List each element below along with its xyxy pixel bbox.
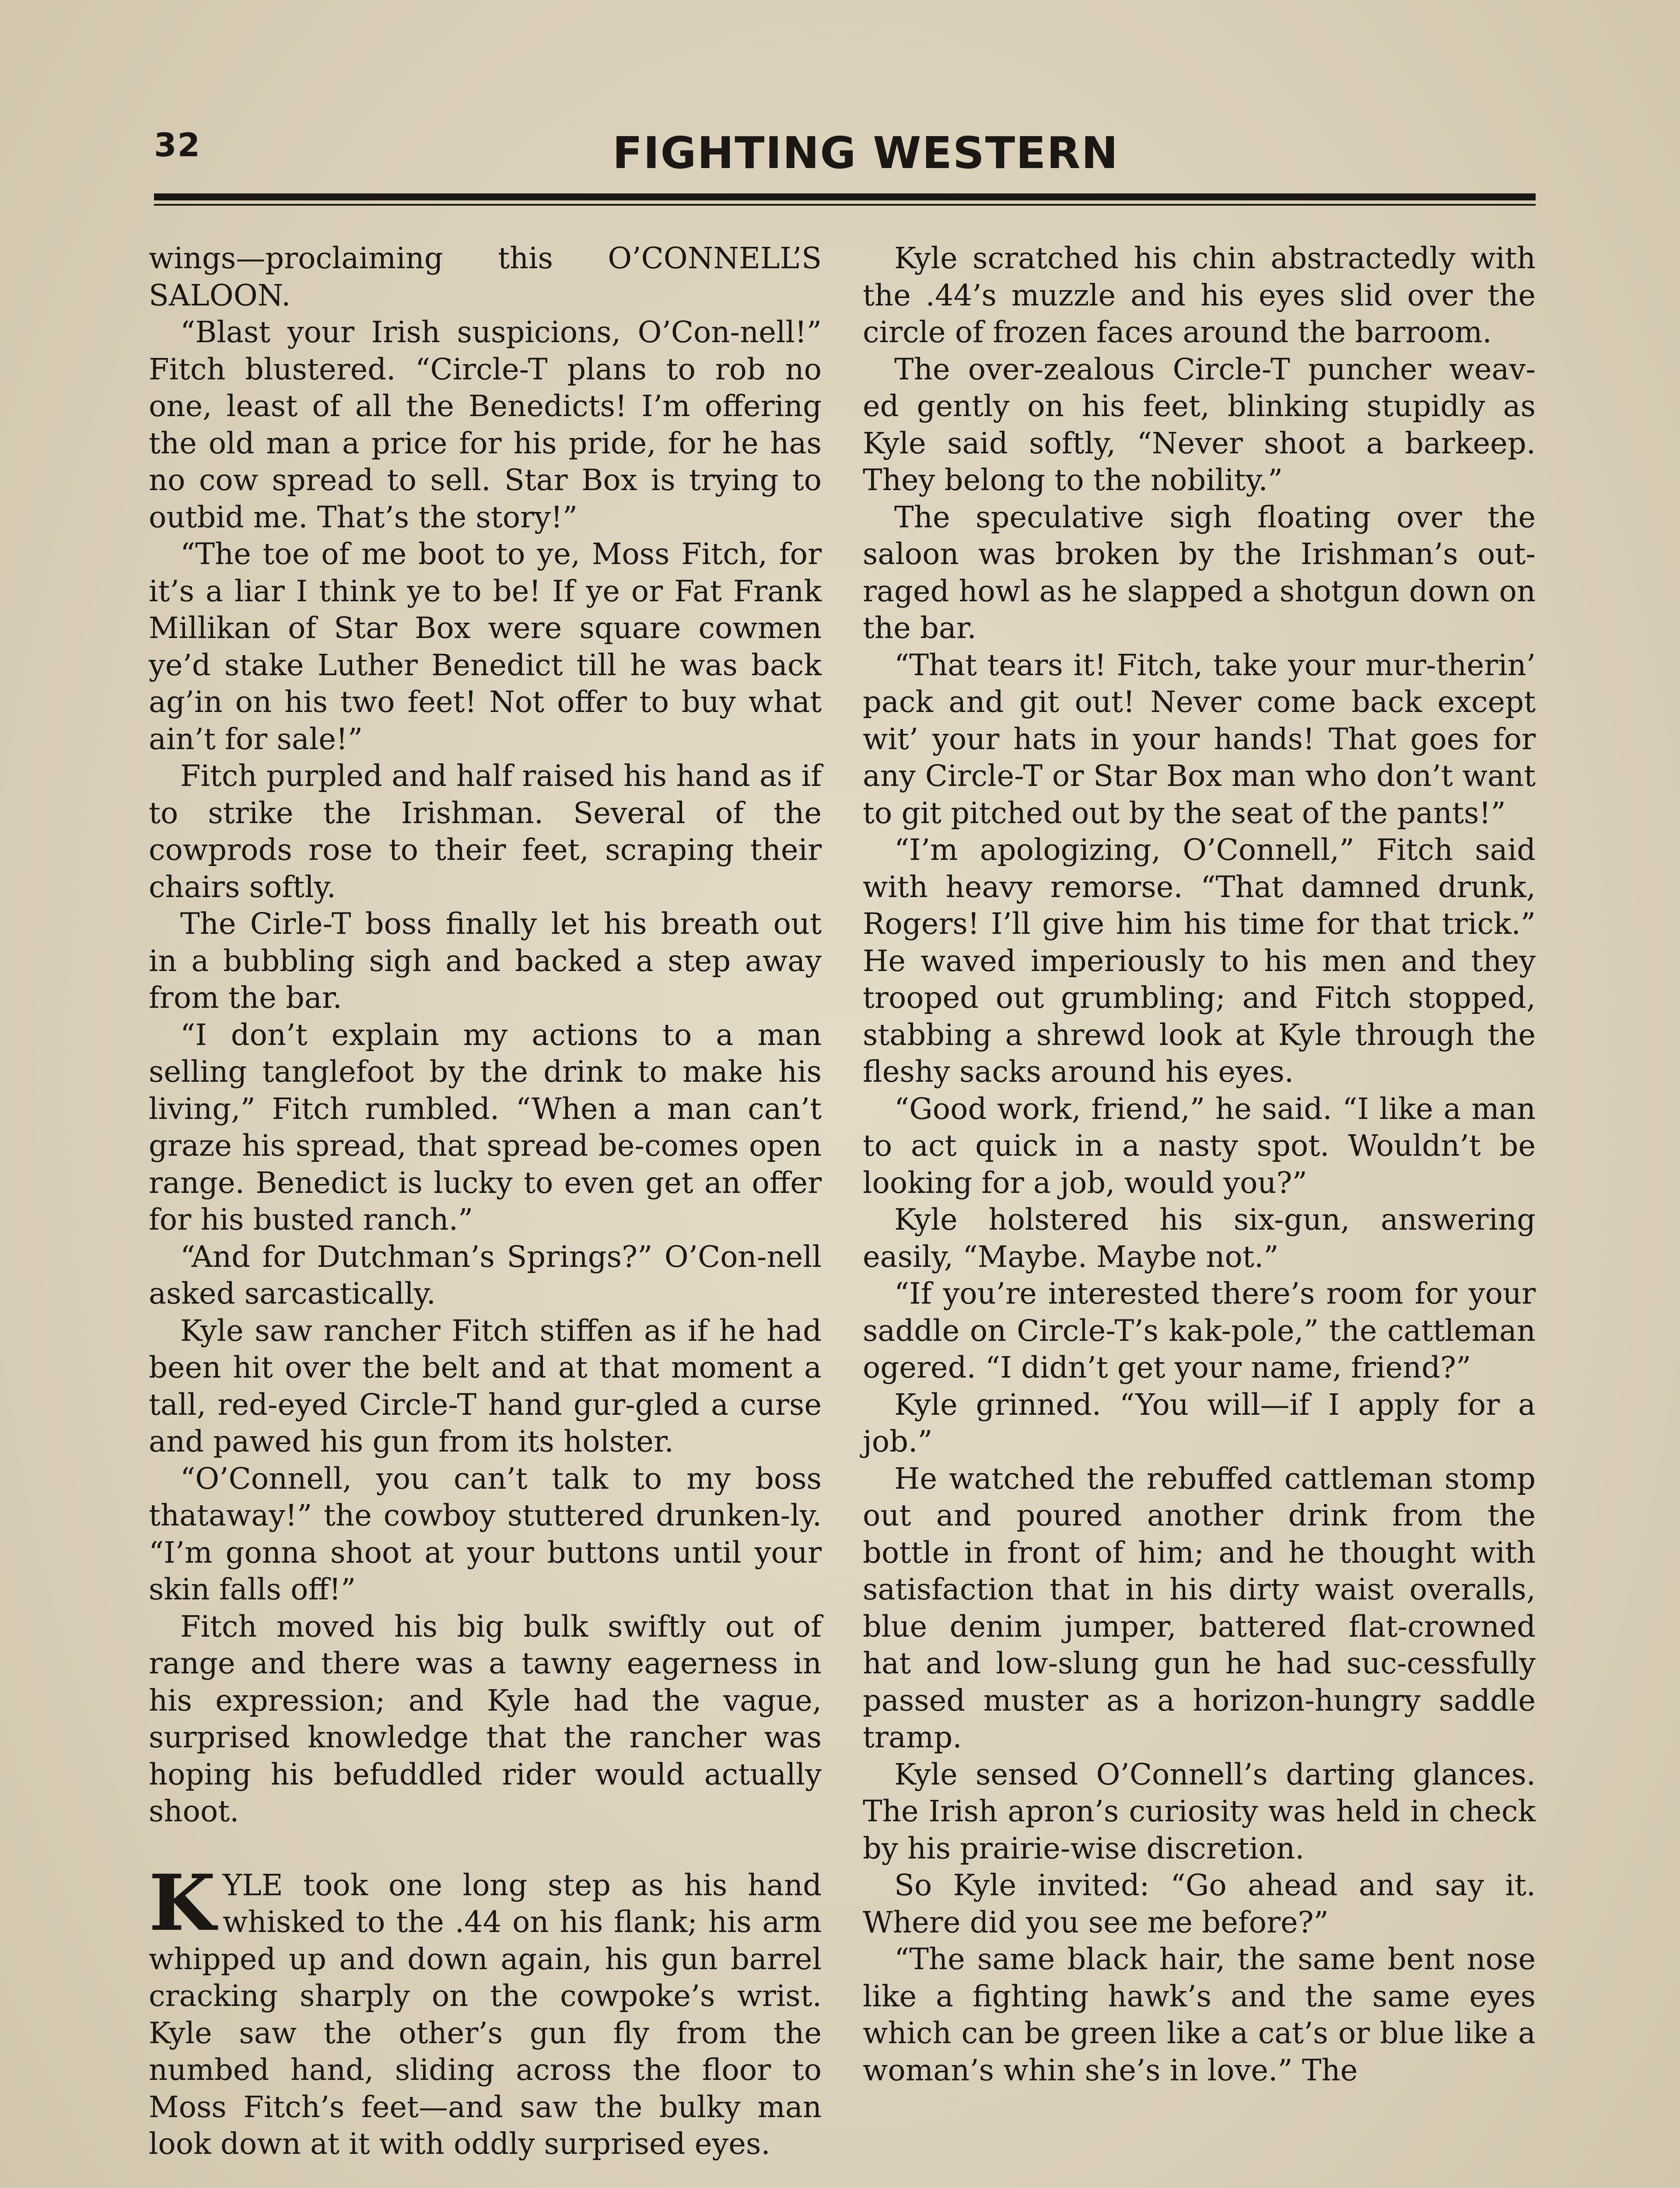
paragraph: The Cirle-T boss finally let his breath out in a bubbling sigh and backed a step away from the bar. — [149, 907, 822, 1015]
paragraph: Kyle saw rancher Fitch stiffen as if he had been hit over the belt and at that moment a tall, red-eyed Circle-T hand gur-gled a curse and pawed his gun from its holster. — [149, 1313, 822, 1459]
page-number: 32 — [154, 126, 201, 164]
paragraph: He watched the rebuffed cattleman stomp out and poured another drink from the bottle in front of him; and he thought with satisfaction that in his dirty waist overalls, blue denim jumper, battered flat-crowned hat and low-slung gun he had suc-cessfully passed muster as a horizon-hungry saddle tramp. — [863, 1461, 1536, 1754]
paragraph: Kyle holstered his six-gun, answering easily, “Maybe. Maybe not.” — [863, 1203, 1536, 1274]
running-head-title: FIGHTING WESTERN — [612, 127, 1119, 179]
drop-cap: K — [149, 1857, 216, 1948]
paragraph: “Good work, friend,” he said. “I like a man to act quick in a nasty spot. Wouldn’t be looking for a job, would you?” — [863, 1091, 1536, 1200]
paragraph: “If you’re interested there’s room for your saddle on Circle-T’s kak-pole,” the cattleman ogered. “I didn’t get your name, friend?” — [863, 1276, 1536, 1385]
left-column — [149, 240, 822, 2163]
paragraph: The over-zealous Circle-T puncher weav-ed gently on his feet, blinking stupidly as Kyle said softly, “Never shoot a barkeep. They belong to the nobility.” — [863, 352, 1536, 497]
right-column — [863, 240, 1536, 2089]
paragraph: “The toe of me boot to ye, Moss Fitch, for it’s a liar I think ye to be! If ye or Fat Frank Millikan of Star Box were square cowmen ye’d stake Luther Benedict till he was back ag’in on his two feet! Not offer to buy what ain’t for sale!” — [149, 537, 822, 756]
paragraph: “The same black hair, the same bent nose like a fighting hawk’s and the same eyes which can be green like a cat’s or blue like a woman’s whin she’s in love.” The — [863, 1942, 1536, 2087]
paragraph-text: YLE took one long step as his hand whisked to the .44 on his flank; his arm whipped up and down again, his gun barrel cracking sharply on the cowpoke’s wrist. Kyle saw the other’s gun fly from the numbed hand, sliding across the floor to Moss Fitch’s feet—and saw the bulky man look down at it with oddly surprised eyes. — [149, 1868, 822, 2161]
paragraph: “Blast your Irish suspicions, O’Con-nell!” Fitch blustered. “Circle-T plans to rob no one, least of all the Benedicts! I’m offering the old man a price for his pride, for he has no cow spread to sell. Star Box is trying to outbid me. That’s the story!” — [149, 315, 822, 534]
paragraph: “That tears it! Fitch, take your mur-therin’ pack and git out! Never come back except wit’ your hats in your hands! That goes for any Circle-T or Star Box man who don’t want to git pitched out by the seat of the pants!” — [863, 648, 1536, 830]
header-rule-thin — [154, 204, 1536, 206]
paragraph: Fitch moved his big bulk swiftly out of range and there was a tawny eagerness in his expression; and Kyle had the vague, surprised knowledge that the rancher was hoping his befuddled rider would actually shoot. — [149, 1609, 822, 1828]
paragraph: “I don’t explain my actions to a man selling tanglefoot by the drink to make his living,” Fitch rumbled. “When a man can’t graze his spread, that spread be-comes open range. Benedict is lucky to even get an offer for his busted ranch.” — [149, 1017, 822, 1237]
paragraph: “I’m apologizing, O’Connell,” Fitch said with heavy remorse. “That damned drunk, Rogers! I’ll give him his time for that trick.” He waved imperiously to his men and they trooped out grumbling; and Fitch stopped, stabbing a shrewd look at Kyle through the fleshy sacks around his eyes. — [863, 833, 1536, 1089]
paragraph: So Kyle invited: “Go ahead and say it. Where did you see me before?” — [863, 1868, 1536, 1939]
paragraph: Fitch purpled and half raised his hand as if to strike the Irishman. Several of the cowprods rose to their feet, scraping their chairs softly. — [149, 759, 822, 904]
paragraph: “And for Dutchman’s Springs?” O’Con-nell asked sarcastically. — [149, 1239, 822, 1311]
header-rule-thick — [154, 193, 1536, 200]
paragraph: The speculative sigh floating over the saloon was broken by the Irishman’s out-raged howl as he slapped a shotgun down on the bar. — [863, 500, 1536, 645]
paragraph: Kyle grinned. “You will—if I apply for a job.” — [863, 1387, 1536, 1459]
paragraph: Kyle scratched his chin abstractedly with the .44’s muzzle and his eyes slid over the circle of frozen faces around the barroom. — [863, 241, 1536, 349]
paragraph: wings—proclaiming this O’CONNELL’S SALOON. — [149, 241, 822, 312]
paragraph: “O’Connell, you can’t talk to my boss thataway!” the cowboy stuttered drunken-ly. “I’m gonna shoot at your buttons until your skin falls off!” — [149, 1461, 822, 1606]
paragraph: Kyle sensed O’Connell’s darting glances. The Irish apron’s curiosity was held in check by his prairie-wise discretion. — [863, 1757, 1536, 1865]
section-opening-paragraph — [149, 1857, 822, 2163]
